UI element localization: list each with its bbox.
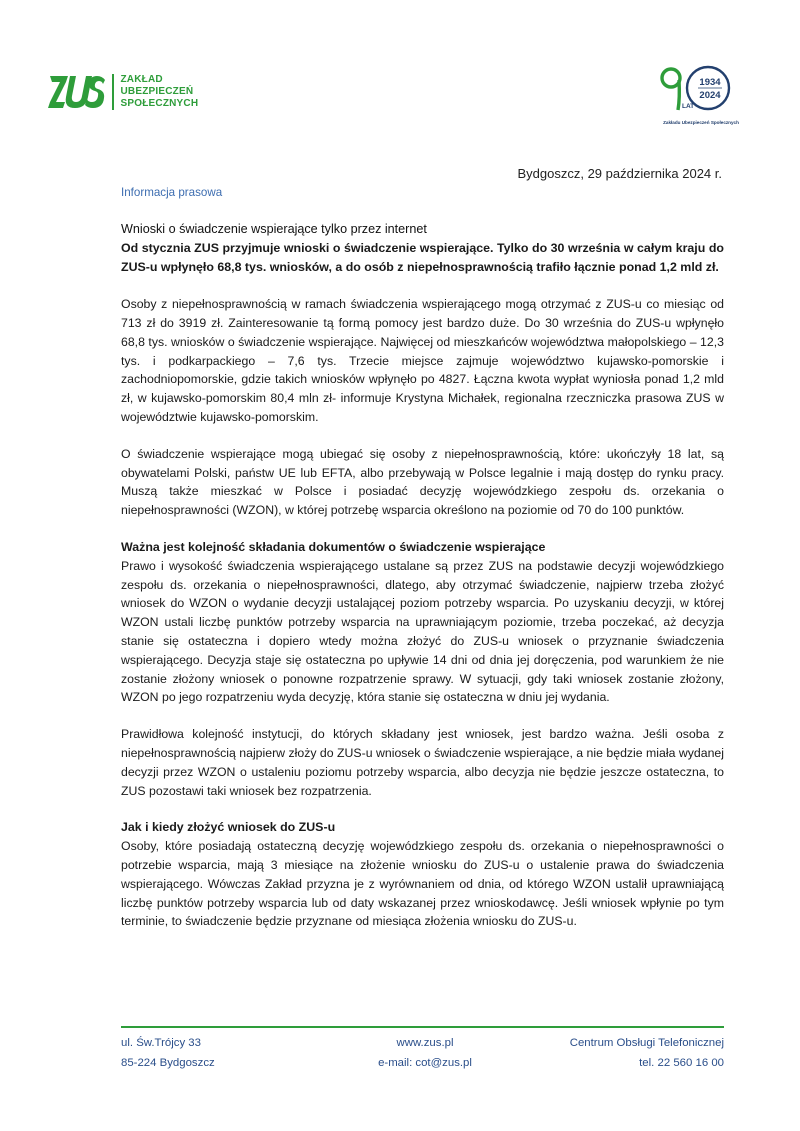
- logo-text: [121, 74, 199, 110]
- logo-line-1: ZAKŁAD: [120, 74, 163, 85]
- footer-phone: tel. 22 560 16 00: [639, 1057, 724, 1069]
- anniversary-caption: Zakładu Ubezpieczeń Społecznych: [663, 120, 739, 125]
- logo-separator: [112, 74, 114, 110]
- section1-paragraph-2: Prawidłowa kolejność instytucji, do których składany jest wniosek, jest bardzo ważna. Jeśli osoba z niepełnosprawnością najpierw złoży do ZUS-u wniosek o świadczenie wspierające, a nie będzie miała wydanej decyzji przez WZON o ustaleniu poziomu potrzeby wsparcia, albo decyzja nie będzie jeszcze ostateczna, to ZUS pozostawi taki wniosek bez rozpatrzenia.: [121, 727, 724, 798]
- anniversary-90-logo: [658, 64, 744, 128]
- footer-email-link[interactable]: e-mail: cot@zus.pl: [378, 1057, 472, 1069]
- footer-center-name: Centrum Obsługi Telefonicznej: [569, 1037, 724, 1049]
- section1-paragraph-1: Prawo i wysokość świadczenia wspierającego ustalane są przez ZUS na podstawie decyzji wojewódzkiego zespołu ds. orzekania o niepełnosprawności, dlatego, aby otrzymać świadczenie, najpierw trzeba złożyć wniosek do WZON o wydanie decyzji ustalającej poziom potrzeby wsparcia. Po uzyskaniu decyzji, w której WZON ustali liczbę punktów potrzeby wsparcia na uprawniającym poziomie, trzeba poczekać, aż decyzja stanie się ostateczna i dopiero wtedy można złożyć do ZUS-u wniosek o przyznanie świadczenia wspierającego. Decyzja staje się ostateczna po upływie 14 dni od dnia jej doręczenia, pod warunkiem że nie zostanie złożony wniosek o ponowne rozpatrzenie sprawy. W sytuacji, gdy taki wniosek zostanie złożony, WZON po jego rozpatrzeniu wyda decyzję, która stanie się ostateczna w dniu jej wydania.: [121, 558, 724, 705]
- document-title: Wnioski o świadczenie wspierające tylko przez internet: [121, 222, 427, 236]
- footer-phone-center: [570, 1033, 724, 1073]
- footer-website-link[interactable]: www.zus.pl: [396, 1037, 454, 1049]
- footer-divider: [121, 1026, 724, 1028]
- logo-line-3: SPOŁECZNYCH: [120, 98, 199, 109]
- digit-nine-loop: [662, 69, 680, 87]
- anniversary-year-end: 2024: [699, 90, 721, 101]
- document-body: [121, 220, 724, 931]
- logo-line-2: UBEZPIECZEŃ: [120, 86, 194, 97]
- digit-nine-stem: [678, 80, 679, 110]
- footer-contact: [370, 1033, 480, 1073]
- footer-street: ul. Św.Trójcy 33: [121, 1037, 201, 1049]
- section-heading-how-when: Jak i kiedy złożyć wniosek do ZUS-u: [121, 820, 336, 835]
- body-paragraph-1: Osoby z niepełnosprawnością w ramach świadczenia wspierającego mogą otrzymać z ZUS-u co miesiąc od 713 zł do 3919 zł. Zainteresowanie tą formą pomocy jest bardzo duże. Do 30 września do ZUS-u wpłynęło 68,8 tys. wniosków o świadczenie wspierające. Najwięcej od mieszkańców województwa małopolskiego – 12,3 tys. i podkarpackiego – 7,6 tys. Trzecie miejsce zajmuje województwo kujawsko-pomorskie i zachodniopomorskie, gdzie takich wniosków wpłynęło po 4827. Łączna kwota wypłat wyniosła ponad 1,2 mld zł, w kujawsko-pomorskim 80,4 mln zł- informuje Krystyna Michałek, regionalna rzeczniczka prasowa ZUS w województwie kujawsko-pomorskim.: [121, 297, 724, 424]
- document-date: Bydgoszcz, 29 października 2024 r.: [517, 166, 722, 181]
- zus-logo: [48, 72, 198, 112]
- section-heading-order: Ważna jest kolejność składania dokumentów o świadczenie wspierające: [121, 539, 546, 554]
- press-release-label: Informacja prasowa: [121, 186, 223, 199]
- section2-paragraph-1: Osoby, które posiadają ostateczną decyzję wojewódzkiego zespołu ds. orzekania o niepełnosprawności o potrzebie wsparcia, mają 3 miesiące na złożenie wniosku do ZUS-u o ustalenie prawa do świadczenia wspierającego. Wówczas Zakład przyzna je z wyrównaniem od dnia, od którego WZON ustalił uprawniającą liczbę punktów potrzeby wsparcia lub od daty wskazanej przez wnioskodawcę. Jeśli wniosek wpłynie po tym terminie, to świadczenie będzie przyznane od miesiąca złożenia wniosku do ZUS-u.: [121, 839, 724, 929]
- anniversary-lat: LAT: [682, 103, 695, 110]
- zus-logo-icon: [48, 72, 106, 112]
- footer-city: 85-224 Bydgoszcz: [121, 1057, 215, 1069]
- footer-address: [121, 1033, 215, 1073]
- lead-paragraph: Od stycznia ZUS przyjmuje wnioski o świadczenie wspierające. Tylko do 30 września w całym kraju do ZUS-u wpłynęło 68,8 tys. wniosków, a do osób z niepełnosprawnością trafiło łącznie ponad 1,2 mld zł.: [121, 240, 724, 274]
- body-paragraph-2: O świadczenie wspierające mogą ubiegać się osoby z niepełnosprawnością, które: ukończyły 18 lat, są obywatelami Polski, państw UE lub EFTA, albo przebywają w Polsce legalnie i mają dostęp do rynku pracy. Muszą także mieszkać w Polsce i posiadać decyzję wojewódzkiego zespołu ds. orzekania o niepełnosprawności (WZON), w której potrzebę wsparcia określono na poziomie od 70 do 100 punktów.: [121, 446, 724, 518]
- anniversary-year-start: 1934: [699, 77, 721, 88]
